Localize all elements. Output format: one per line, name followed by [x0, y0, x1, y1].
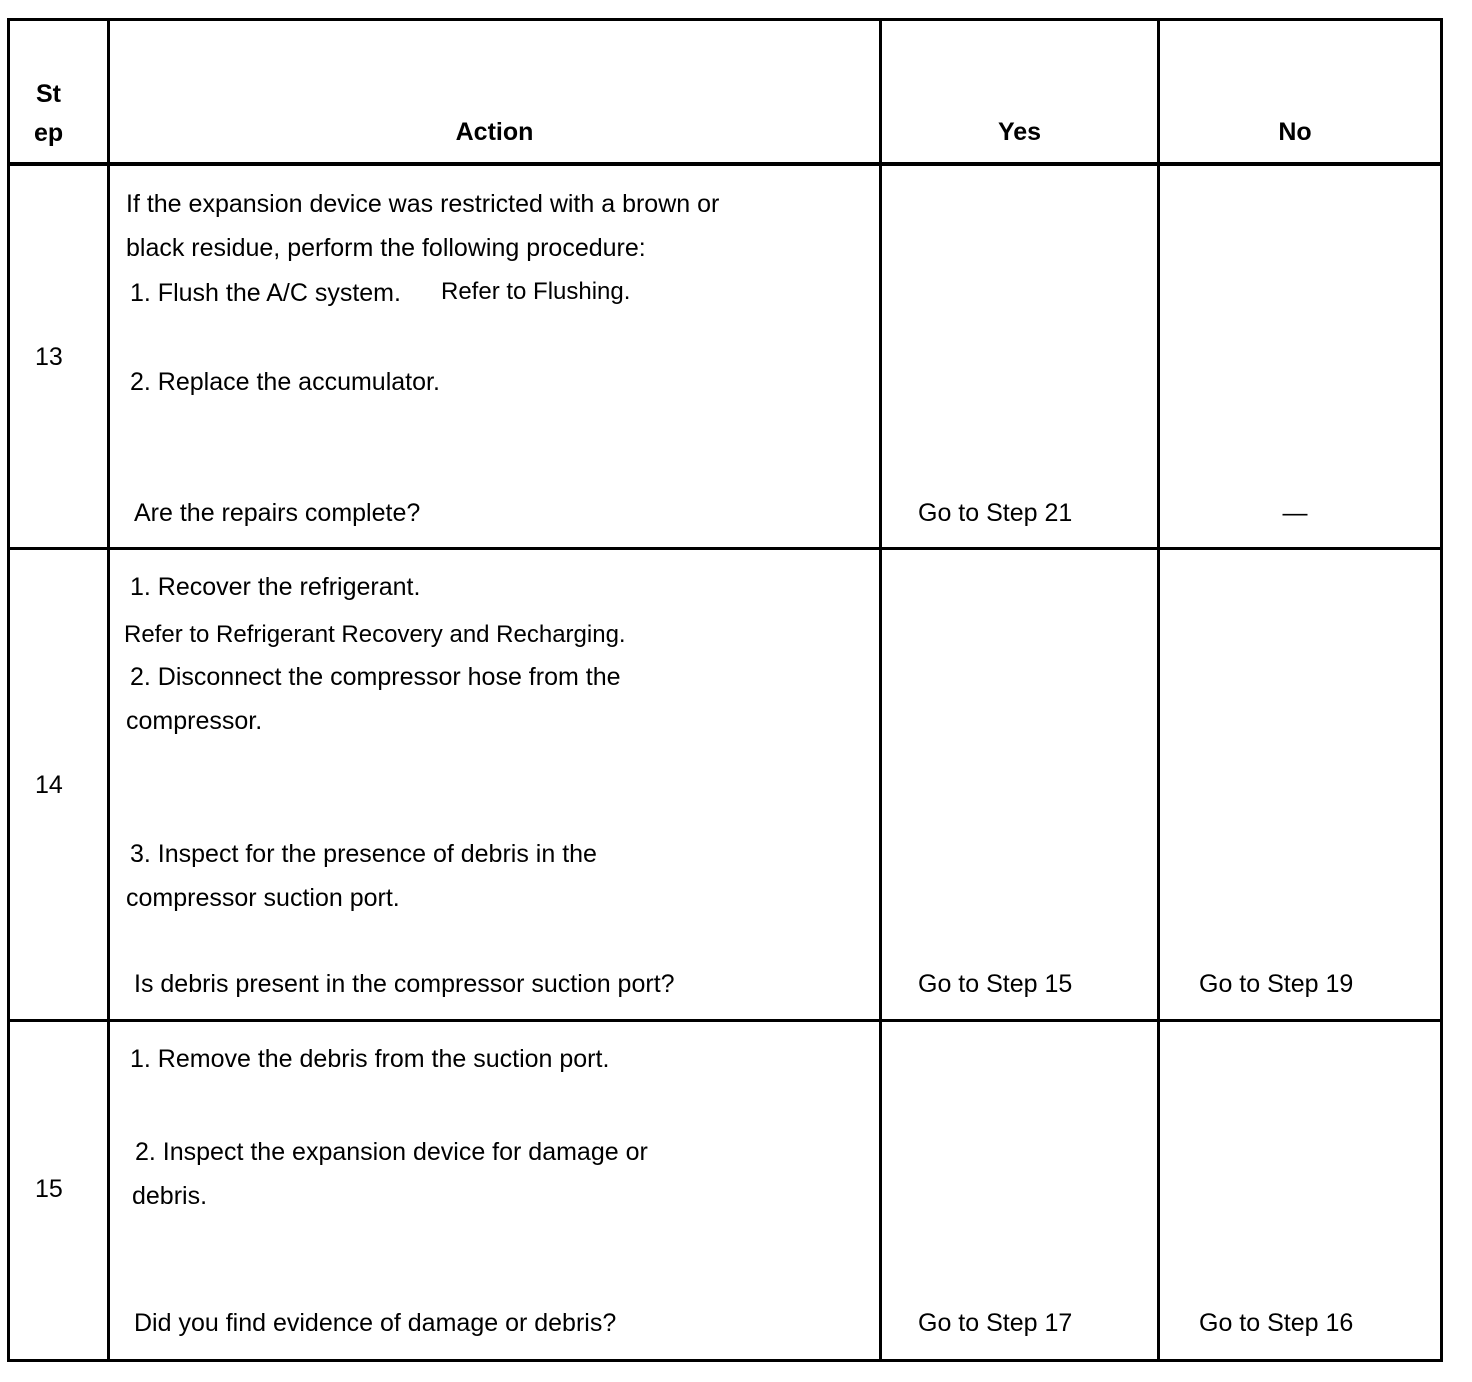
row-divider-13: [7, 547, 1443, 550]
header-no: No: [1278, 118, 1312, 146]
header-action: Action: [455, 118, 534, 146]
action-line: debris.: [132, 1182, 208, 1210]
action-step-item: 2. Replace the accumulator.: [130, 368, 440, 396]
reference-link: Refer to Flushing.: [441, 278, 631, 305]
yes-result: Go to Step 15: [918, 970, 1073, 998]
column-divider-action: [879, 18, 882, 1362]
no-result: Go to Step 19: [1199, 970, 1354, 998]
action-line: compressor suction port.: [126, 884, 400, 912]
column-divider-yes: [1157, 18, 1160, 1362]
row-divider-14: [7, 1019, 1443, 1022]
reference-link: Refer to Refrigerant Recovery and Recharging.: [124, 621, 626, 648]
action-step-item: 2. Inspect the expansion device for damage or: [135, 1138, 648, 1166]
action-step-item: 1. Flush the A/C system.: [130, 279, 401, 307]
action-question: Did you find evidence of damage or debris?: [134, 1309, 617, 1337]
yes-result: Go to Step 17: [918, 1309, 1073, 1337]
action-question: Are the repairs complete?: [134, 499, 421, 527]
action-step-item: 1. Remove the debris from the suction port.: [130, 1045, 610, 1073]
column-divider-step: [107, 18, 110, 1362]
header-step-line2: ep: [34, 119, 64, 147]
header-step-line1: St: [36, 80, 61, 108]
action-step-item: 3. Inspect for the presence of debris in the: [130, 840, 597, 868]
action-step-item: 2. Disconnect the compressor hose from the: [130, 663, 621, 691]
action-question: Is debris present in the compressor suction port?: [134, 970, 675, 998]
no-result: Go to Step 16: [1199, 1309, 1354, 1337]
yes-result: Go to Step 21: [918, 499, 1073, 527]
step-number-14: 14: [35, 771, 63, 799]
header-yes: Yes: [997, 118, 1042, 146]
no-result: —: [1282, 499, 1308, 527]
step-number-13: 13: [35, 343, 63, 371]
action-step-item: 1. Recover the refrigerant.: [130, 573, 421, 601]
header-divider: [7, 162, 1443, 166]
action-line: If the expansion device was restricted with a brown or: [126, 190, 720, 218]
action-line: compressor.: [126, 707, 263, 735]
step-number-15: 15: [35, 1175, 63, 1203]
action-line: black residue, perform the following procedure:: [126, 234, 646, 262]
